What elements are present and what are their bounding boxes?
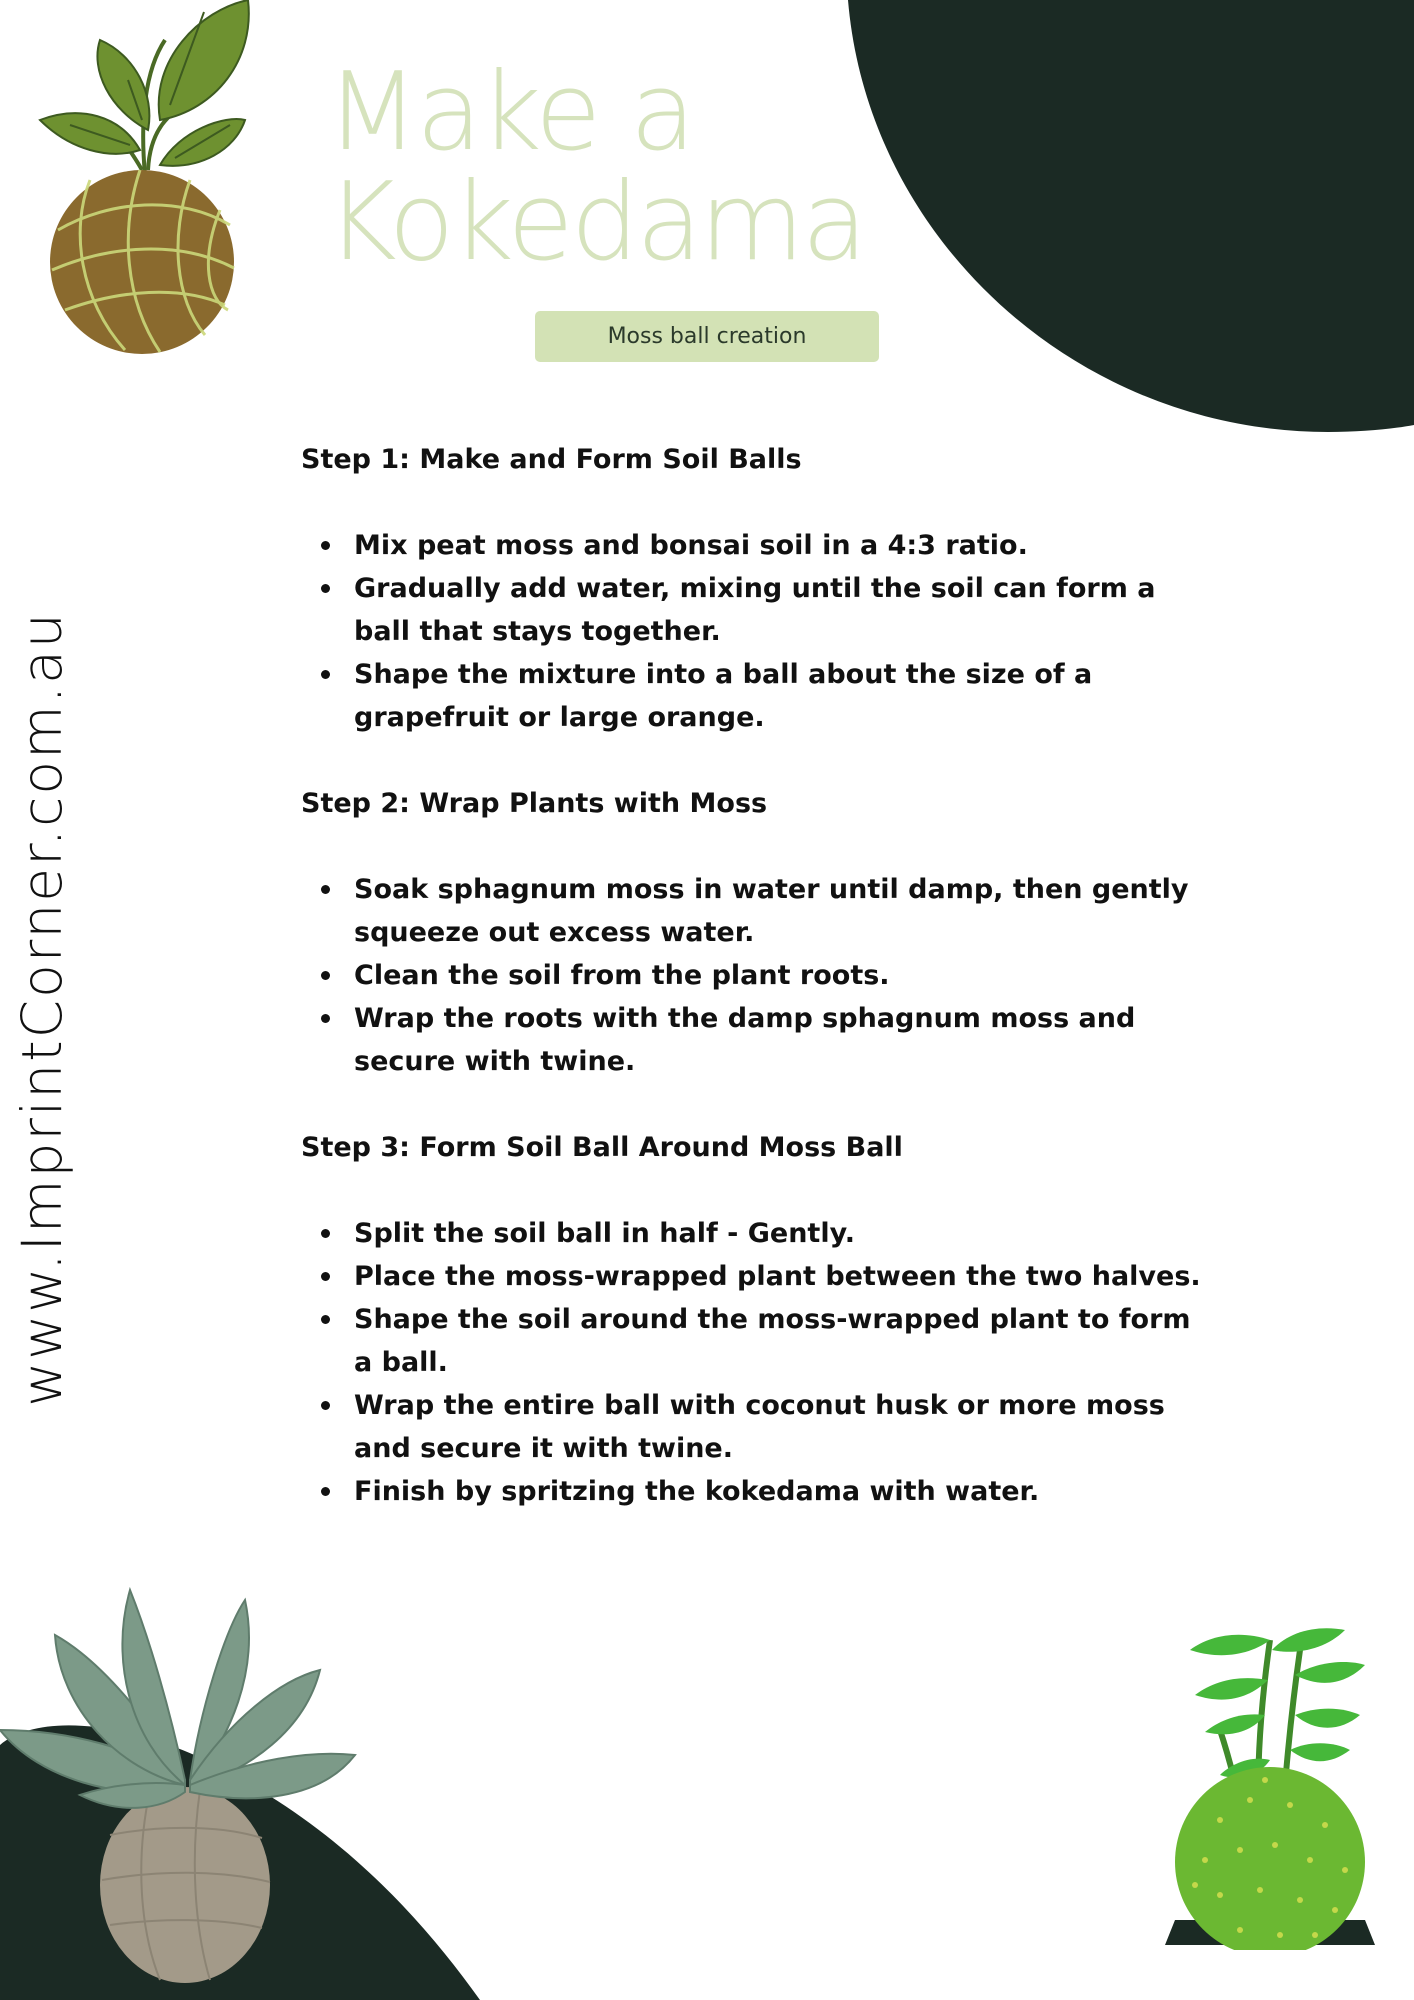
list-item: Finish by spritzing the kokedama with water. <box>301 1470 1201 1513</box>
list-item: Split the soil ball in half - Gently. <box>301 1212 1201 1255</box>
list-item: Wrap the roots with the damp sphagnum moss and secure with twine. <box>301 997 1201 1083</box>
step-1-list <box>301 524 1201 739</box>
step-title: Step 1: Make and Form Soil Balls <box>301 444 802 475</box>
subtitle-badge <box>535 311 879 362</box>
list-item: Soak sphagnum moss in water until damp, then gently squeeze out excess water. <box>301 868 1201 954</box>
page-title <box>326 50 926 285</box>
instructions <box>301 438 1201 1513</box>
website-watermark: www.ImprintCorner.com.au <box>10 611 74 1407</box>
subtitle-text: Moss ball creation <box>607 324 807 349</box>
list-item: Gradually add water, mixing until the soil can form a ball that stays together. <box>301 567 1201 653</box>
list-item: Shape the soil around the moss-wrapped plant to form a ball. <box>301 1298 1201 1384</box>
list-item: Shape the mixture into a ball about the size of a grapefruit or large orange. <box>301 653 1201 739</box>
step-title: Step 2: Wrap Plants with Moss <box>301 788 768 819</box>
kokedama-succulent-icon <box>0 1580 360 2000</box>
title-line-1: Make a <box>326 50 694 175</box>
step-title: Step 3: Form Soil Ball Around Moss Ball <box>301 1132 903 1163</box>
kokedama-leaf-plant-icon <box>30 0 262 355</box>
list-item: Clean the soil from the plant roots. <box>301 954 1201 997</box>
list-item: Wrap the entire ball with coconut husk or more moss and secure it with twine. <box>301 1384 1201 1470</box>
kokedama-moss-plant-icon <box>1160 1620 1390 1950</box>
dark-circle-decoration <box>848 0 1414 432</box>
step-2-list <box>301 868 1201 1083</box>
step-3-list <box>301 1212 1201 1513</box>
list-item: Place the moss-wrapped plant between the two halves. <box>301 1255 1201 1298</box>
list-item: Mix peat moss and bonsai soil in a 4:3 ratio. <box>301 524 1201 567</box>
title-line-2: Kokedama <box>326 160 865 285</box>
